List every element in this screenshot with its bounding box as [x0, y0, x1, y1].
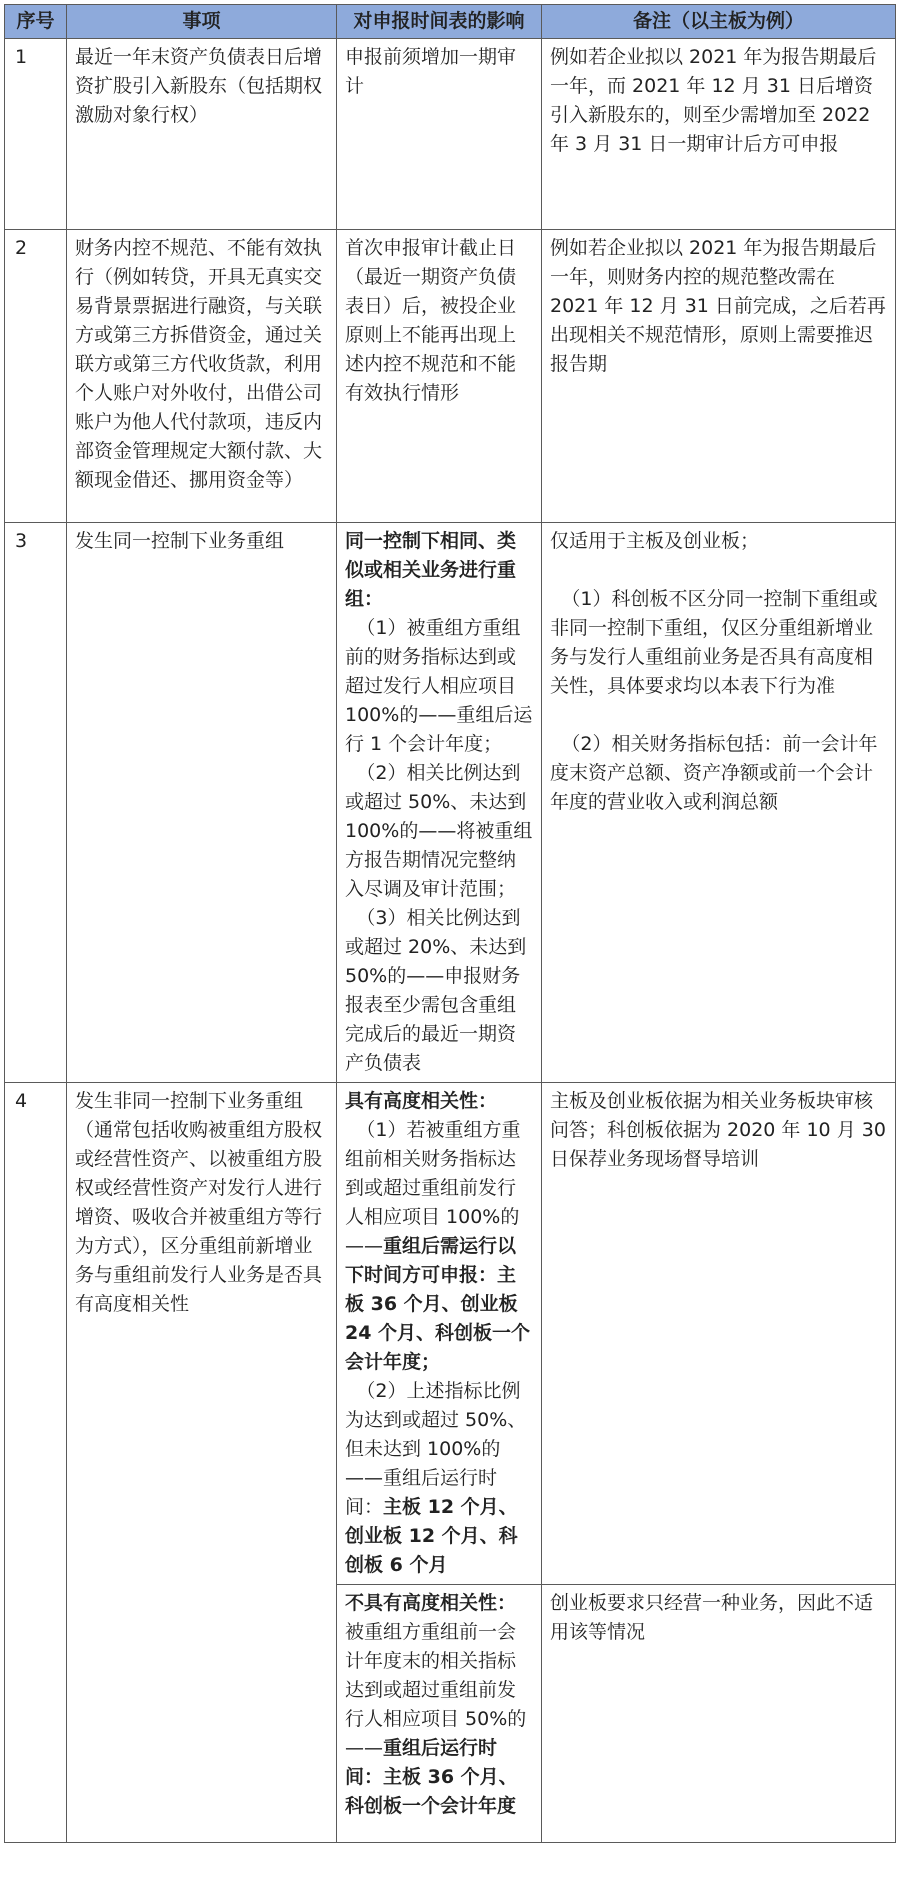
impact-cell: 申报前须增加一期审计: [337, 39, 542, 230]
item-cell: 最近一年末资产负债表日后增资扩股引入新股东（包括期权激励对象行权）: [67, 39, 337, 230]
impact-title: 具有高度相关性：: [345, 1090, 498, 1112]
impact-cell: 首次申报审计截止日（最近一期资产负债表日）后，被投企业原则上不能再出现上述内控不规范和不能有效执行情形: [337, 230, 542, 523]
note-cell: 例如若企业拟以 2021 年为报告期最后一年，而 2021 年 12 月 31 日后增资引入新股东的，则至少需增加至 2022 年 3 月 31 日一期审计后方可申报: [542, 39, 896, 230]
row-number: 3: [5, 523, 67, 1083]
impact-paragraph: （2）上述指标比例为达到或超过 50%、但未达到 100%的——重组后运行时间：主板 12 个月、创业板 12 个月、科创板 6 个月: [345, 1380, 527, 1576]
paragraph-gap: [550, 701, 888, 730]
paragraph-gap: [550, 556, 888, 585]
impact-cell: [337, 1083, 542, 1585]
note-cell: 例如若企业拟以 2021 年为报告期最后一年，则财务内控的规范整改需在 2021 年 12 月 31 日前完成，之后若再出现相关不规范情形，原则上需要推迟报告期: [542, 230, 896, 523]
note-cell: [542, 523, 896, 1083]
impact-paragraph: （1）若被重组方重组前相关财务指标达到或超过重组前发行人相应项目 100%的——重组后需运行以下时间方可申报：主板 36 个月、创业板 24 个月、科创板一个会计年度；: [345, 1119, 531, 1373]
ipo-timeline-table: [4, 4, 896, 1843]
table-row: [5, 1083, 896, 1585]
table-row: [5, 230, 896, 523]
row-number: 1: [5, 39, 67, 230]
header-note: 备注（以主板为例）: [542, 5, 896, 39]
table-row: [5, 39, 896, 230]
impact-cell: [337, 523, 542, 1083]
note-paragraph: （2）相关财务指标包括：前一会计年度末资产总额、资产净额或前一个会计年度的营业收入或利润总额: [550, 733, 878, 813]
row-number: 4: [5, 1083, 67, 1843]
impact-paragraph: 被重组方重组前一会计年度末的相关指标达到或超过重组前发行人相应项目 50%的——重组后运行时间：主板 36 个月、科创板一个会计年度: [345, 1621, 527, 1817]
impact-title: 同一控制下相同、类似或相关业务进行重组：: [345, 530, 517, 610]
item-cell: 财务内控不规范、不能有效执行（例如转贷，开具无真实交易背景票据进行融资，与关联方或第三方拆借资金，通过关联方或第三方代收货款，利用个人账户对外收付，出借公司账户为他人代付款项，违反内部资金管理规定大额付款、大额现金借还、挪用资金等）: [67, 230, 337, 523]
item-cell: 发生非同一控制下业务重组（通常包括收购被重组方股权或经营性资产、以被重组方股权或经营性资产对发行人进行增资、吸收合并被重组方等行为方式），区分重组前新增业务与重组前发行人业务是否具有高度相关性: [67, 1083, 337, 1843]
header-no: 序号: [5, 5, 67, 39]
impact-cell: [337, 1585, 542, 1843]
header-row: [5, 5, 896, 39]
impact-paragraph: （1）被重组方重组前的财务指标达到或超过发行人相应项目 100%的——重组后运行 1 个会计年度；: [345, 617, 533, 755]
header-impact: 对申报时间表的影响: [337, 5, 542, 39]
item-cell: 发生同一控制下业务重组: [67, 523, 337, 1083]
note-paragraph: （1）科创板不区分同一控制下重组或非同一控制下重组，仅区分重组新增业务与发行人重组前业务是否具有高度相关性，具体要求均以本表下行为准: [550, 588, 878, 697]
note-paragraph: 仅适用于主板及创业板；: [550, 530, 760, 552]
header-item: 事项: [67, 5, 337, 39]
note-cell: 创业板要求只经营一种业务，因此不适用该等情况: [542, 1585, 896, 1843]
impact-paragraph: （2）相关比例达到或超过 50%、未达到 100%的——将被重组方报告期情况完整纳入尽调及审计范围；: [345, 762, 533, 900]
impact-paragraph: （3）相关比例达到或超过 20%、未达到 50%的——申报财务报表至少需包含重组完成后的最近一期资产负债表: [345, 907, 527, 1074]
impact-title: 不具有高度相关性：: [345, 1592, 517, 1614]
table-row: [5, 523, 896, 1083]
note-cell: 主板及创业板依据为相关业务板块审核问答；科创板依据为 2020 年 10 月 30 日保荐业务现场督导培训: [542, 1083, 896, 1585]
row-number: 2: [5, 230, 67, 523]
